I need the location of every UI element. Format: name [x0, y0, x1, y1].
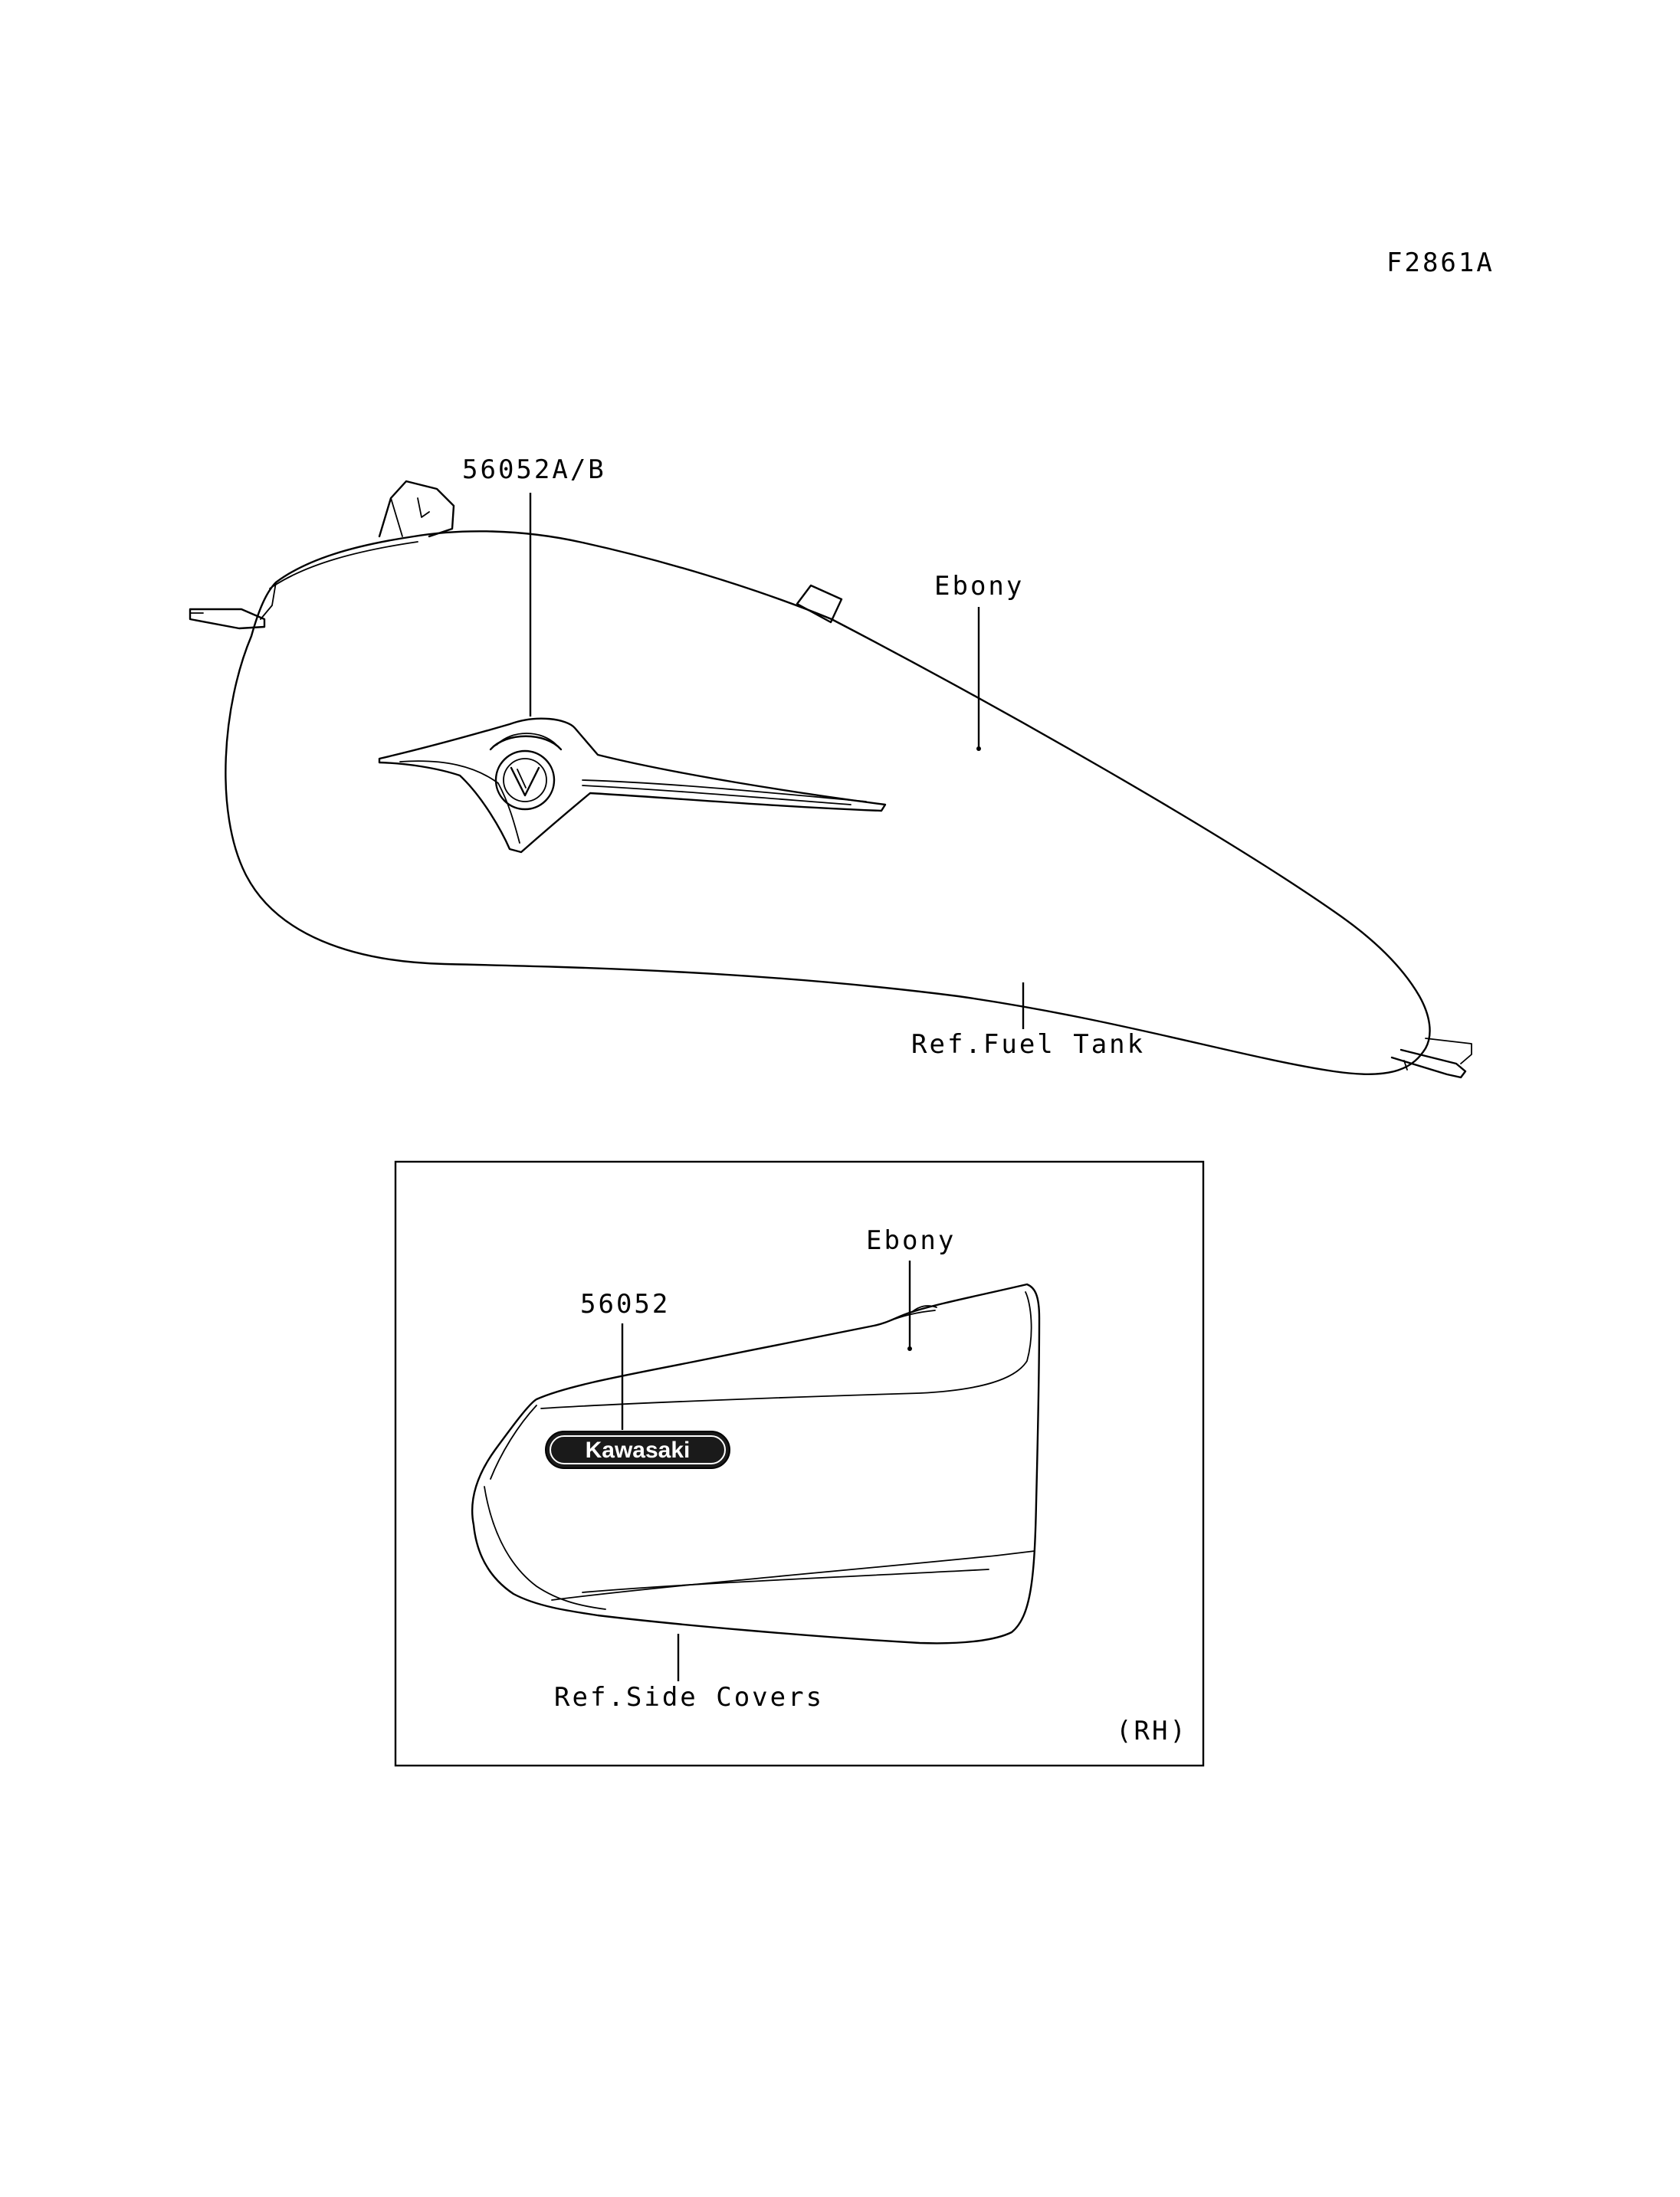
top-bracket — [797, 585, 842, 622]
front-mount-tab — [190, 609, 264, 628]
cover-color-label: Ebony — [866, 1225, 956, 1256]
tank-emblem — [379, 719, 885, 852]
tank-color-label: Ebony — [934, 571, 1025, 602]
side-label: (RH) — [1116, 1716, 1188, 1746]
fuel-cap-fitting — [379, 481, 454, 536]
kawasaki-emblem-text: Kawasaki — [585, 1438, 691, 1463]
side-cover-drawing — [472, 1284, 1039, 1643]
side-cover-inset-frame — [395, 1162, 1203, 1766]
cover-ref-label: Ref.Side Covers — [554, 1682, 825, 1713]
kawasaki-emblem — [546, 1431, 730, 1468]
tank-part-number: 56052A/B — [462, 454, 606, 485]
fuel-tank-drawing — [190, 481, 1472, 1077]
rear-mount — [1392, 1050, 1465, 1077]
tank-ref-label: Ref.Fuel Tank — [911, 1029, 1146, 1060]
cover-part-number: 56052 — [580, 1289, 671, 1320]
figure-code: F2861A — [1386, 248, 1495, 278]
